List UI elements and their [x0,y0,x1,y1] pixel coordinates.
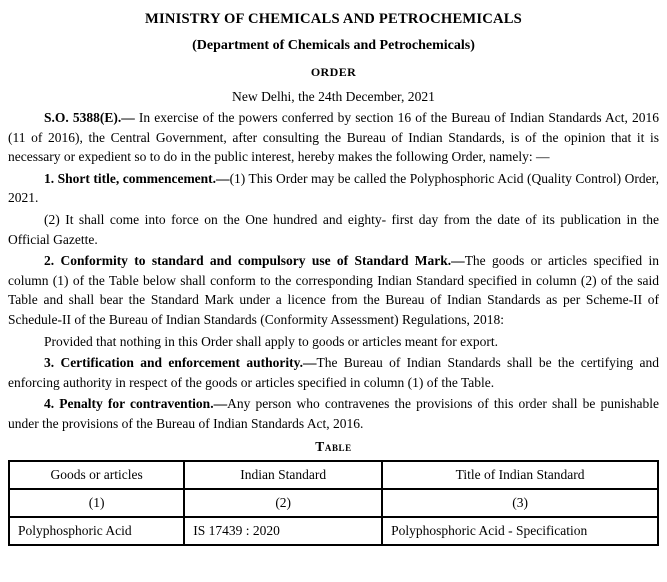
paragraph-commencement-text: (2) It shall come into force on the One hundred and eighty- first day from the date of its publication in the Official Gazette. [8,211,659,247]
document-header [8,11,659,104]
table-header-title: Title of Indian Standard [382,461,658,489]
column-number-2: (2) [184,489,382,517]
order-body [8,108,659,434]
paragraph-penalty-text: Any person who contravenes the provisions of this order shall be punishable under the provisions of the Bureau of Indian Standards Act, 2016. [8,396,659,431]
standards-table [8,460,659,546]
table-header-goods: Goods or articles [9,461,184,489]
paragraph-proviso-text: Provided that nothing in this Order shall apply to goods or articles meant for export. [44,333,499,349]
paragraph-short-title [8,169,659,208]
table-data-row [9,517,658,545]
table-heading: Table [315,438,352,454]
conformity-lead: 2. Conformity to standard and compulsory use of Standard Mark.— [44,253,465,269]
cell-goods: Polyphosphoric Acid [9,517,184,545]
paragraph-short-title-text: (1) This Order may be called the Polyphosphoric Acid (Quality Control) Order, 2021. [8,170,659,206]
penalty-lead: 4. Penalty for contravention.— [44,396,228,412]
table-section [8,439,659,546]
department-title: (Department of Chemicals and Petrochemicals) [192,38,475,53]
order-heading: ORDER [310,65,357,79]
paragraph-conformity-text: The goods or articles specified in column (1) of the Table below shall conform to the corresponding Indian Standard specified in column (2) of the said Table and shall bear the Standard Mark under a licence from the Bureau of Indian Standards as per Scheme-II of Schedule-II of the Bureau of Indian Standards (Conformity Assessment) Regulations, 2018: [8,253,659,327]
short-title-lead: 1. Short title, commencement.— [44,170,230,186]
paragraph-certification-text: The Bureau of Indian Standards shall be the certifying and enforcing authority in respect of the goods or articles specified in column (1) of the Table. [8,355,659,390]
column-number-1: (1) [9,489,184,517]
table-header-standard: Indian Standard [184,461,382,489]
table-header-row [9,461,658,489]
cell-title: Polyphosphoric Acid - Specification [382,517,658,545]
ministry-title: MINISTRY OF CHEMICALS AND PETROCHEMICALS [145,11,522,27]
certification-lead: 3. Certification and enforcement authority.— [44,355,317,371]
paragraph-preamble [8,108,659,167]
paragraph-commencement [8,210,659,249]
column-number-row [9,489,658,517]
paragraph-preamble-text: In exercise of the powers conferred by section 16 of the Bureau of Indian Standards Act, 2016 (11 of 2016), the Central Government, after consulting the Bureau of Indian Standards, is of the opinion that it is necessary or expedient so to do in the public interest, hereby makes the following Order, namely: — [8,110,659,165]
column-number-3: (3) [382,489,658,517]
dateline: New Delhi, the 24th December, 2021 [232,89,435,104]
paragraph-penalty [8,394,659,433]
so-number-lead: S.O. 5388(E).— [44,110,135,125]
cell-standard: IS 17439 : 2020 [184,517,382,545]
paragraph-proviso [8,332,659,352]
paragraph-certification [8,353,659,392]
paragraph-conformity [8,251,659,329]
